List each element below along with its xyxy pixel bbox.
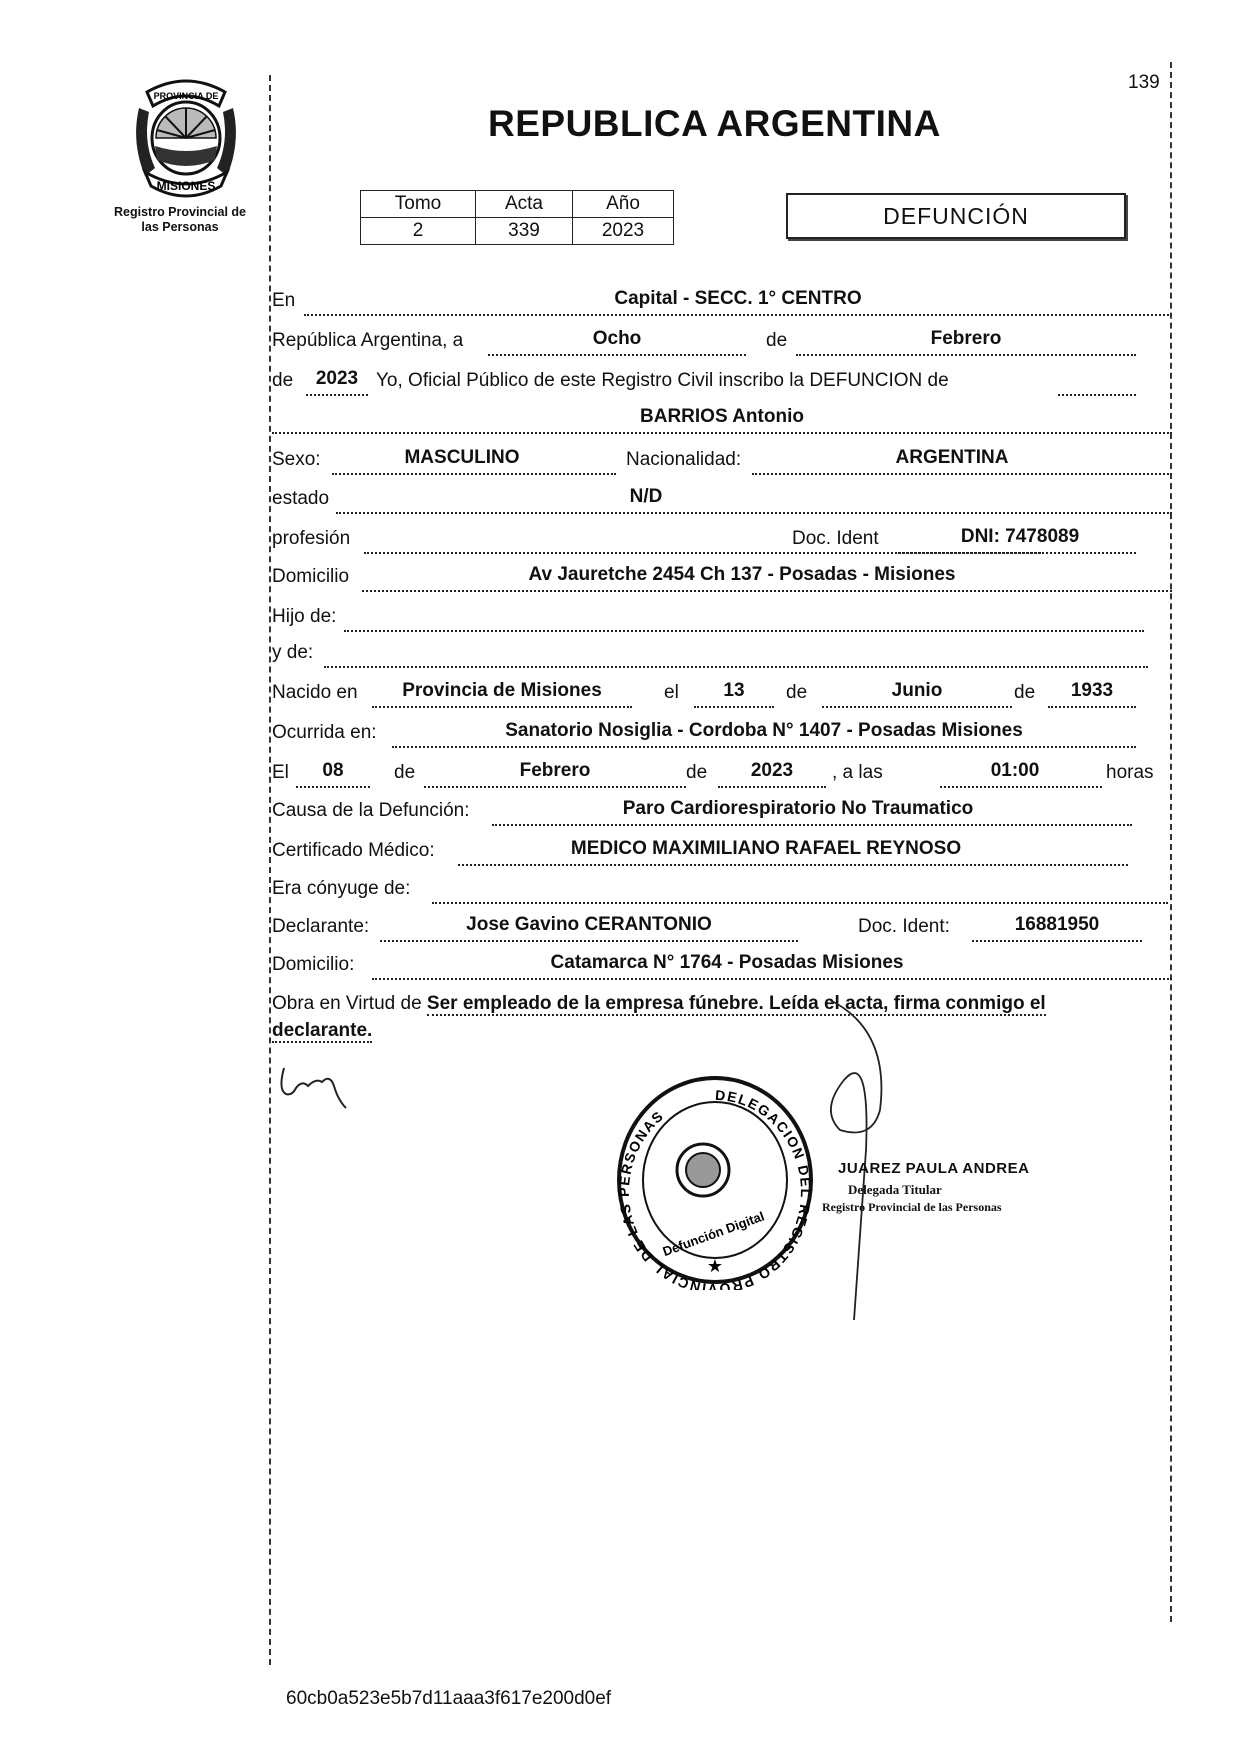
row-hijo-de: Hijo de: bbox=[272, 602, 1172, 640]
declarant-signature bbox=[276, 1060, 386, 1125]
declarante-domicilio-value: Catamarca N° 1764 - Posadas Misiones bbox=[550, 952, 904, 973]
obra-text-continued: declarante. bbox=[272, 1020, 373, 1041]
document-hash: 60cb0a523e5b7d11aaa3f617e200d0ef bbox=[286, 1688, 612, 1709]
domicilio-value: Av Jauretche 2454 Ch 137 - Posadas - Misiones bbox=[528, 564, 956, 585]
birth-year-value: 1933 bbox=[1070, 680, 1114, 701]
official-registry: Registro Provincial de las Personas bbox=[822, 1200, 1002, 1214]
death-time-value: 01:00 bbox=[990, 760, 1040, 781]
value-anio: 2023 bbox=[573, 218, 674, 245]
obra-en-virtud: Obra en Virtud de Ser empleado de la empresa fúnebre. Leída el acta, firma conmigo el declarante. bbox=[272, 993, 1046, 1041]
province-logo bbox=[125, 72, 247, 198]
row-deceased-name bbox=[272, 404, 1172, 442]
row-estado: estado N/D bbox=[272, 484, 1172, 522]
record-table bbox=[360, 190, 674, 245]
row-declarante: Declarante: Jose Gavino CERANTONIO Doc. Ident: 16881950 bbox=[272, 912, 1172, 950]
row-ocurrida: Ocurrida en: Sanatorio Nosiglia - Cordoba N° 1407 - Posadas Misiones bbox=[272, 718, 1172, 756]
row-sex: Sexo: MASCULINO Nacionalidad: ARGENTINA bbox=[272, 445, 1172, 483]
row-conyuge: Era cónyuge de: bbox=[272, 874, 1172, 912]
row-fecha-defuncion: El 08 de Febrero de 2023 , a las 01:00 horas bbox=[272, 758, 1172, 796]
birth-month-value: Junio bbox=[891, 680, 943, 701]
obra-text: Ser empleado de la empresa fúnebre. Leída el acta, firma conmigo el bbox=[426, 993, 1046, 1014]
estado-value: N/D bbox=[629, 486, 663, 507]
nacionalidad-value: ARGENTINA bbox=[895, 447, 1009, 468]
row-domicilio: Domicilio Av Jauretche 2454 Ch 137 - Posadas - Misiones bbox=[272, 562, 1172, 600]
deceased-name-value: BARRIOS Antonio bbox=[640, 406, 804, 427]
value-acta: 339 bbox=[476, 218, 573, 245]
day-words-value: Ocho bbox=[592, 328, 642, 349]
header-anio: Año bbox=[573, 191, 674, 218]
logo-top-text: PROVINCIA DE bbox=[153, 91, 219, 101]
death-month-value: Febrero bbox=[519, 760, 591, 781]
row-place: En Capital - SECC. 1° CENTRO bbox=[272, 286, 1172, 324]
place-value: Capital - SECC. 1° CENTRO bbox=[614, 288, 862, 309]
record-type-box: DEFUNCIÓN bbox=[786, 193, 1126, 239]
month-value: Febrero bbox=[930, 328, 1002, 349]
stamp-inner-text: Defunción Digital bbox=[660, 1208, 767, 1260]
causa-value: Paro Cardiorespiratorio No Traumatico bbox=[622, 798, 974, 819]
declarante-doc-value: 16881950 bbox=[1014, 914, 1100, 935]
row-certificado: Certificado Médico: MEDICO MAXIMILIANO RAFAEL REYNOSO bbox=[272, 836, 1172, 874]
row-inscription: de 2023 Yo, Oficial Público de este Registro Civil inscribo la DEFUNCION de bbox=[272, 366, 1172, 404]
row-nacimiento: Nacido en Provincia de Misiones el 13 de Junio de 1933 bbox=[272, 678, 1172, 716]
value-tomo: 2 bbox=[361, 218, 476, 245]
row-causa: Causa de la Defunción: Paro Cardiorespiratorio No Traumatico bbox=[272, 796, 1172, 834]
official-title: Delegada Titular bbox=[848, 1182, 942, 1197]
row-profesion: profesión Doc. Ident DNI: 7478089 bbox=[272, 524, 1172, 562]
document-title: REPUBLICA ARGENTINA bbox=[488, 103, 941, 144]
official-name: JUAREZ PAULA ANDREA bbox=[838, 1160, 1030, 1177]
official-stamp bbox=[615, 1070, 815, 1295]
declarante-value: Jose Gavino CERANTONIO bbox=[466, 914, 712, 935]
page-number: 139 bbox=[1128, 72, 1160, 93]
row-declarante-domicilio: Domicilio: Catamarca N° 1764 - Posadas Misiones bbox=[272, 950, 1172, 988]
registry-label: Registro Provincial de las Personas bbox=[114, 205, 246, 234]
header-acta: Acta bbox=[476, 191, 573, 218]
death-year-value: 2023 bbox=[750, 760, 794, 781]
ocurrida-en-value: Sanatorio Nosiglia - Cordoba N° 1407 - Posadas Misiones bbox=[505, 720, 1023, 741]
death-day-value: 08 bbox=[322, 760, 344, 781]
stamp-star-icon: ★ bbox=[706, 1256, 724, 1276]
doc-ident-value: DNI: 7478089 bbox=[960, 526, 1080, 547]
left-margin-line bbox=[269, 75, 271, 1665]
row-date: República Argentina, a Ocho de Febrero bbox=[272, 326, 1172, 364]
sexo-value: MASCULINO bbox=[404, 447, 520, 468]
nacido-en-value: Provincia de Misiones bbox=[402, 680, 602, 701]
stamp-ring-text: DELEGACION DEL REGISTRO PROVINCIAL DE LAS PERSONAS bbox=[615, 1086, 815, 1290]
row-y-de: y de: bbox=[272, 638, 1172, 676]
birth-day-value: 13 bbox=[723, 680, 745, 701]
year-value: 2023 bbox=[315, 368, 359, 389]
certificado-value: MEDICO MAXIMILIANO RAFAEL REYNOSO bbox=[570, 838, 962, 859]
logo-bottom-text: MISIONES bbox=[156, 179, 216, 193]
header-tomo: Tomo bbox=[361, 191, 476, 218]
